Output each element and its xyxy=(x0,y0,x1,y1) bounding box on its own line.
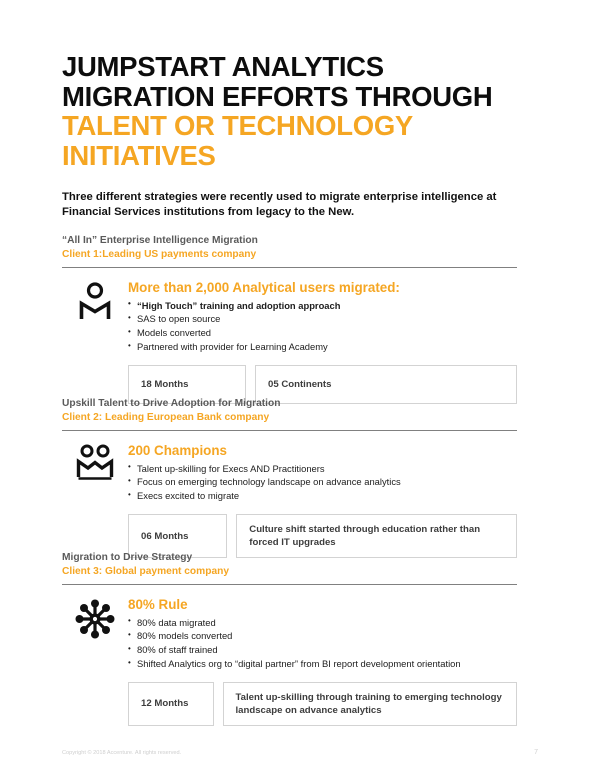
network-hub-icon xyxy=(62,597,128,726)
section-2-bullets xyxy=(128,462,517,503)
section-1-client: Client 1:Leading US payments company xyxy=(62,249,257,261)
section-2-heading: Upskill Talent to Drive Adoption for Migration xyxy=(62,398,281,409)
page-number: 7 xyxy=(534,749,538,756)
bullet-item: • Shifted Analytics org to “digital partner” from BI report development orientation xyxy=(128,657,517,671)
intro-paragraph: Three different strategies were recently used to migrate enterprise intelligence at Financial Services institutions from legacy to the New. xyxy=(62,191,497,219)
bullet-item: • 80% data migrated xyxy=(128,616,517,630)
stat-box-detail: 05 Continents xyxy=(255,365,517,404)
section-2-client: Client 2: Leading European Bank company xyxy=(62,412,270,424)
title-line-1: JUMPSTART ANALYTICS xyxy=(62,51,384,82)
title-line-3: TALENT OR TECHNOLOGY xyxy=(62,110,413,142)
bullet-item: • Models converted xyxy=(128,326,517,340)
two-people-icon xyxy=(62,443,128,558)
bullet-item: • “High Touch” training and adoption approach xyxy=(128,299,517,313)
section-3-bullets xyxy=(128,616,517,671)
stat-box-duration: 18 Months xyxy=(128,365,246,404)
section-3-divider xyxy=(62,584,517,585)
section-3-stat-title: 80% Rule xyxy=(128,597,188,613)
section-3-client: Client 3: Global payment company xyxy=(62,566,229,578)
section-2-stat-title: 200 Champions xyxy=(128,443,227,459)
stat-box-duration: 12 Months xyxy=(128,682,214,726)
section-1-stat-title: More than 2,000 Analytical users migrated: xyxy=(128,280,400,296)
section-client-1 xyxy=(62,234,517,404)
section-1-heading: “All In” Enterprise Intelligence Migration xyxy=(62,235,258,246)
bullet-item: • 80% models converted xyxy=(128,629,517,643)
bullet-item: • Talent up-skilling for Execs AND Practitioners xyxy=(128,462,517,476)
section-2-divider xyxy=(62,430,517,431)
title-line-2: MIGRATION EFFORTS THROUGH xyxy=(62,80,493,112)
stat-box-detail: Talent up-skilling through training to emerging technology landscape on advance analytics xyxy=(223,682,518,726)
bullet-item: • Partnered with provider for Learning Academy xyxy=(128,340,517,354)
stat-box-detail: Culture shift started through education rather than forced IT upgrades xyxy=(236,514,517,558)
bullet-item: • SAS to open source xyxy=(128,312,517,326)
single-person-icon xyxy=(62,280,128,404)
section-client-3 xyxy=(62,551,517,726)
title-line-4: INITIATIVES xyxy=(62,140,216,172)
bullet-item: • Focus on emerging technology landscape on advance analytics xyxy=(128,475,517,489)
bullet-item: • 80% of staff trained xyxy=(128,643,517,657)
section-client-2 xyxy=(62,397,517,558)
section-1-divider xyxy=(62,267,517,268)
bullet-item: • Execs excited to migrate xyxy=(128,489,517,503)
section-1-bullets xyxy=(128,299,517,354)
stat-box-duration: 06 Months xyxy=(128,514,227,558)
page-title xyxy=(62,52,562,171)
section-3-stat-boxes xyxy=(128,682,517,726)
page-footer xyxy=(62,749,538,756)
section-3-heading: Migration to Drive Strategy xyxy=(62,552,193,563)
copyright-text: Copyright © 2018 Accenture. All rights reserved. xyxy=(62,750,182,756)
